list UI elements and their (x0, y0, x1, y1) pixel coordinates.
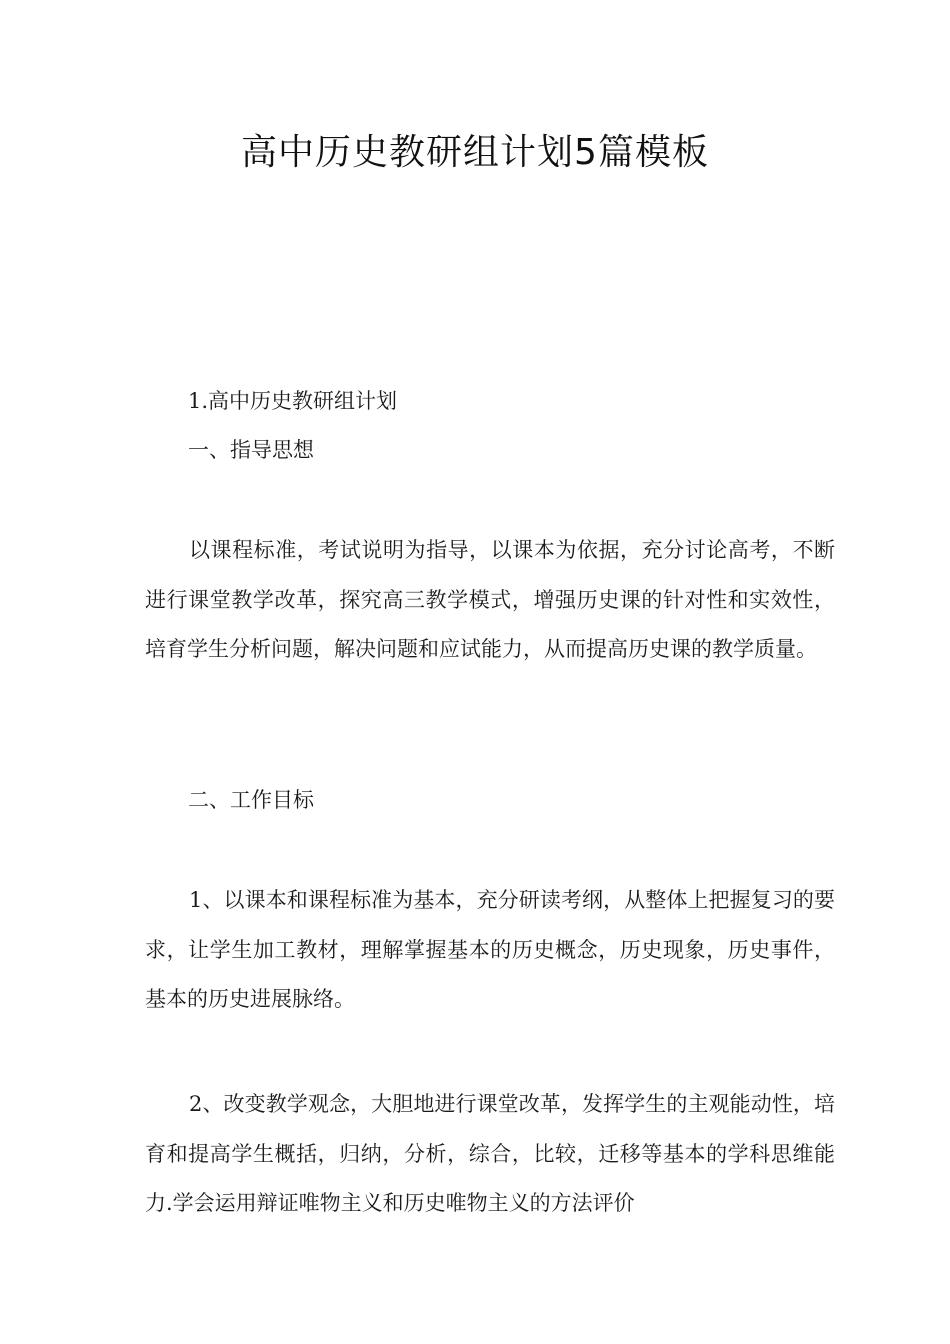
paragraph-goal-2: 2、改变教学观念，大胆地进行课堂改革，发挥学生的主观能动性，培育和提高学生概括，归纳，分析，综合，比较，迁移等基本的学科思维能力.学会运用辩证唯物主义和历史唯物主义的方法评价 (145, 1092, 835, 1215)
heading-work-goals: 二、工作目标 (188, 788, 314, 812)
paragraph-goal-1: 1、以课本和课程标准为基本，充分研读考纲，从整体上把握复习的要求，让学生加工教材，理解掌握基本的历史概念，历史现象，历史事件，基本的历史进展脉络。 (145, 888, 835, 1011)
page-title: 高中历史教研组计划5篇模板 (241, 132, 709, 173)
section-title: 1.高中历史教研组计划 (188, 389, 398, 413)
paragraph-guiding-ideology: 以课程标准，考试说明为指导，以课本为依据，充分讨论高考，不断进行课堂教学改革，探究高三教学模式，增强历史课的针对性和实效性，培育学生分析问题，解决问题和应试能力，从而提高历史课的教学质量。 (145, 538, 835, 661)
heading-guiding-ideology: 一、指导思想 (188, 438, 314, 462)
